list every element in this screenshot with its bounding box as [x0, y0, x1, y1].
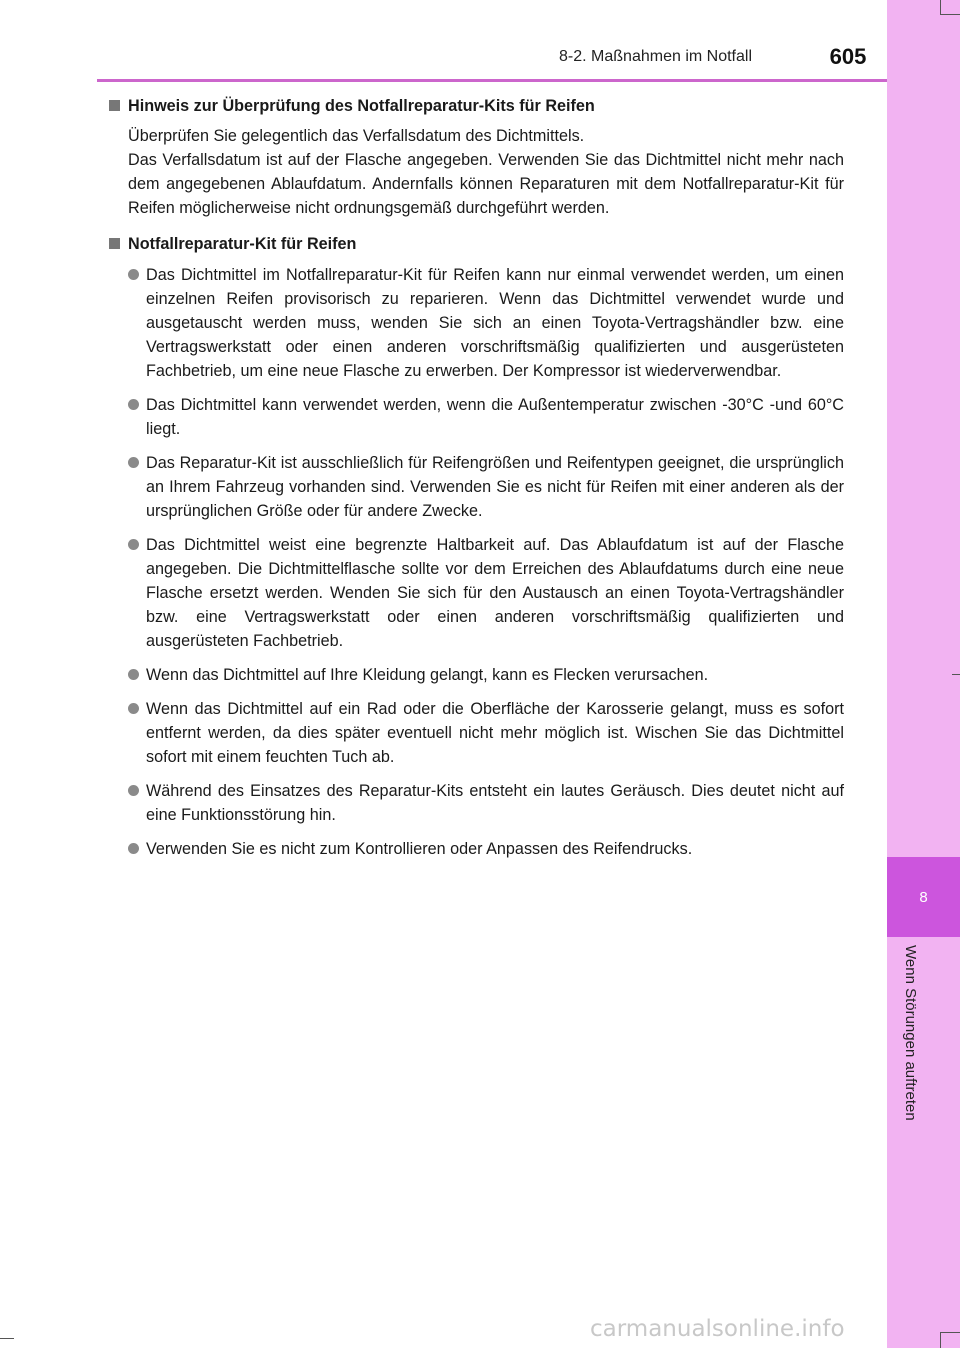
- square-bullet-icon: [109, 100, 120, 111]
- list-item: [128, 697, 844, 769]
- section-heading: [108, 94, 844, 118]
- list-item: [128, 393, 844, 441]
- list-item: [128, 837, 844, 861]
- section-heading-text: Notfallreparatur-Kit für Reifen: [128, 235, 357, 253]
- circle-bullet-icon: [128, 843, 139, 854]
- crop-mark: [952, 674, 960, 675]
- crop-mark: [940, 1332, 941, 1348]
- bullet-list: [108, 263, 844, 861]
- circle-bullet-icon: [128, 703, 139, 714]
- page-content: [108, 94, 844, 873]
- section-tire-repair-kit: [108, 232, 844, 861]
- crop-mark: [940, 1332, 960, 1333]
- crop-mark: [940, 14, 960, 15]
- list-item-text: Das Dichtmittel weist eine begrenzte Haltbarkeit auf. Das Ablaufdatum ist auf der Flasche angegeben. Die Dichtmittelflasche sollte vor dem Erreichen des Ablaufdatums durch eine neue Flasche ersetzt werden. Wenden Sie sich für den Austausch an einen Toyota-Vertragshändler bzw. eine Vertragswerkstatt oder einen anderen vorschriftsmäßig qualifizierten und ausgerüsteten Fachbetrieb.: [146, 536, 844, 650]
- paragraph: Das Verfallsdatum ist auf der Flasche angegeben. Verwenden Sie das Dichtmittel nicht mehr nach dem angegebenen Ablaufdatum. Andernfalls können Reparaturen mit dem Notfallreparatur-Kit für Reifen möglicherweise nicht ordnungsgemäß durchgeführt werden.: [128, 151, 844, 217]
- page-number: 605: [829, 44, 867, 69]
- circle-bullet-icon: [128, 399, 139, 410]
- header-rule: [97, 79, 887, 82]
- section-heading: [108, 232, 844, 256]
- list-item: [128, 263, 844, 383]
- crop-mark: [940, 0, 941, 14]
- list-item-text: Das Dichtmittel kann verwendet werden, wenn die Außentemperatur zwischen -30°C -und 60°C liegt.: [146, 396, 844, 438]
- section-body: [128, 124, 844, 220]
- list-item: [128, 533, 844, 653]
- list-item-text: Wenn das Dichtmittel auf Ihre Kleidung gelangt, kann es Flecken verursachen.: [146, 666, 709, 684]
- list-item-text: Das Dichtmittel im Notfallreparatur-Kit für Reifen kann nur einmal verwendet werden, um einen einzelnen Reifen provisorisch zu reparieren. Wenn das Dichtmittel verwendet wurde und ausgetauscht werden muss, wenden Sie sich an einen Toyota-Vertragshändler bzw. eine Vertragswerkstatt oder einen anderen vorschriftsmäßig qualifizierten und ausgerüsteten Fachbetrieb, um eine neue Flasche zu erwerben. Der Kompressor ist wiederverwendbar.: [146, 266, 844, 380]
- list-item-text: Verwenden Sie es nicht zum Kontrollieren oder Anpassen des Reifendrucks.: [146, 840, 693, 858]
- watermark: carmanualsonline.info: [590, 1316, 845, 1342]
- list-item-text: Wenn das Dichtmittel auf ein Rad oder die Oberfläche der Karosserie gelangt, muss es sofort entfernt werden, da dies später eventuell nicht mehr möglich ist. Wischen Sie das Dichtmittel sofort mit einem feuchten Tuch ab.: [146, 700, 844, 766]
- list-item-text: Während des Einsatzes des Reparatur-Kits entsteht ein lautes Geräusch. Dies deutet nicht auf eine Funktionsstörung hin.: [146, 782, 844, 824]
- list-item-text: Das Reparatur-Kit ist ausschließlich für Reifengrößen und Reifentypen geeignet, die ursprünglich an Ihrem Fahrzeug vorhanden sind. Verwenden Sie es nicht für Reifen mit einer anderen als der ursprünglichen Größe oder für andere Zwecke.: [146, 454, 844, 520]
- circle-bullet-icon: [128, 785, 139, 796]
- circle-bullet-icon: [128, 457, 139, 468]
- chapter-number[interactable]: 8: [887, 857, 960, 937]
- crop-mark: [0, 1338, 14, 1339]
- list-item: [128, 779, 844, 827]
- circle-bullet-icon: [128, 539, 139, 550]
- paragraph: Überprüfen Sie gelegentlich das Verfallsdatum des Dichtmittels.: [128, 127, 585, 145]
- square-bullet-icon: [109, 238, 120, 249]
- list-item: [128, 663, 844, 687]
- circle-bullet-icon: [128, 669, 139, 680]
- section-heading-text: Hinweis zur Überprüfung des Notfallreparatur-Kits für Reifen: [128, 97, 595, 115]
- circle-bullet-icon: [128, 269, 139, 280]
- list-item: [128, 451, 844, 523]
- running-header: 8-2. Maßnahmen im Notfall: [559, 48, 752, 65]
- chapter-title: Wenn Störungen auftreten: [902, 945, 919, 1121]
- section-tire-kit-check: [108, 94, 844, 220]
